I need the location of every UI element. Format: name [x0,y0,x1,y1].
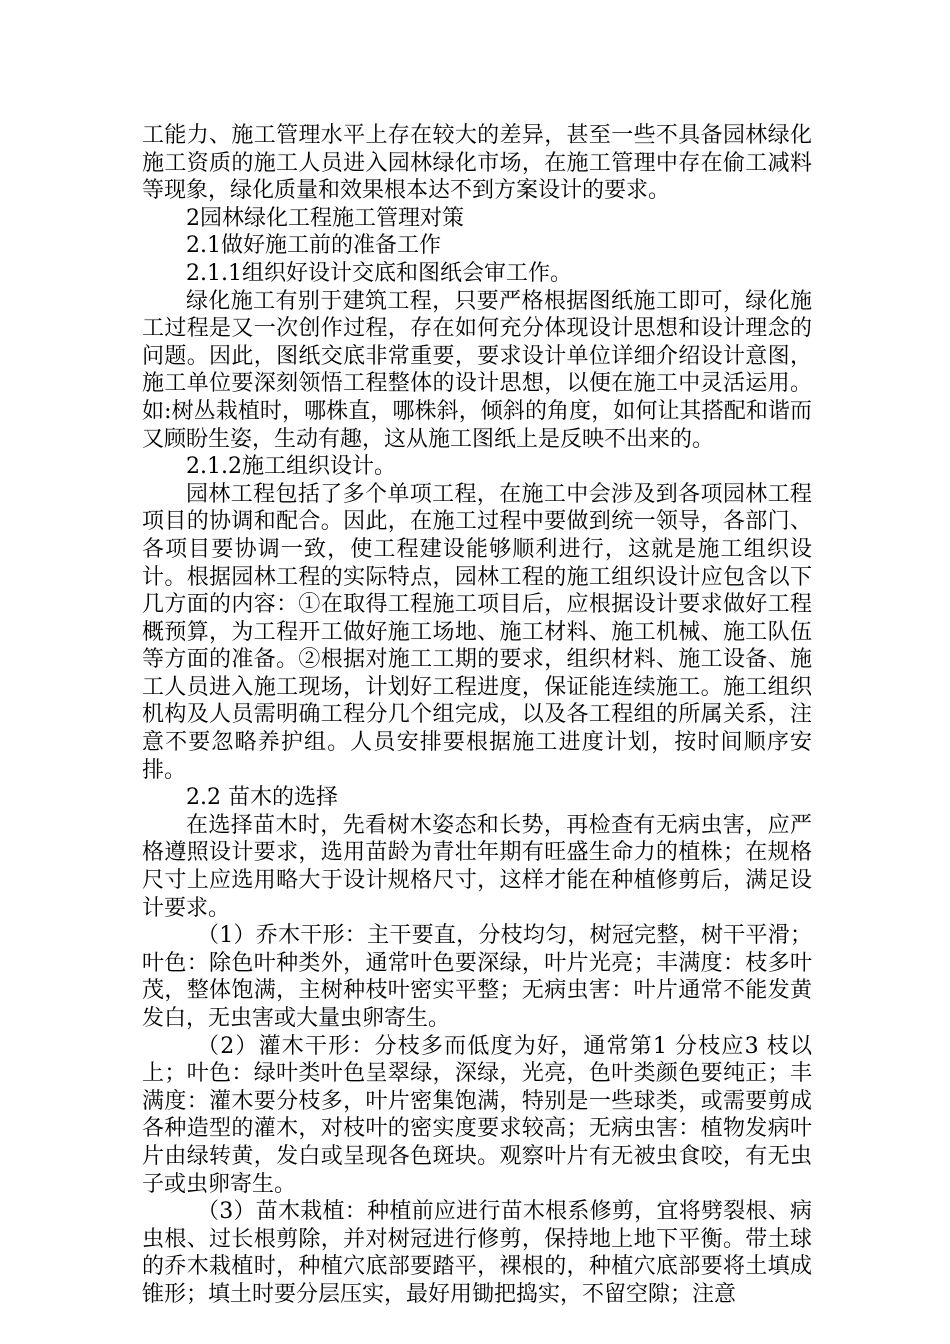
section-heading: 2园林绿化工程施工管理对策 [186,205,464,231]
list-item-paragraph: （1）乔木干形：主干要直，分枝均匀，树冠完整，树干平滑；叶色：除色叶种类外，通常叶色要深绿，叶片光亮；丰满度：枝多叶茂，整体饱满，主树种枝叶密实平整；无病虫害：叶片通常不能发黄发白，无虫害或大量虫卵寄生。 [142,923,812,1031]
subsubsection-heading: 2.1.2施工组织设计。 [186,454,396,480]
paragraph: 在选择苗木时，先看树木姿态和长势，再检查有无病虫害，应严格遵照设计要求，选用苗龄为青壮年期有旺盛生命力的植株；在规格尺寸上应选用略大于设计规格尺寸，这样才能在种植修剪后，满足设计要求。 [142,812,812,921]
subsubsection-heading: 2.1.1组织好设计交底和图纸会审工作。 [186,260,572,286]
subsection-heading: 2.2 苗木的选择 [186,785,338,811]
paragraph: 绿化施工有别于建筑工程，只要严格根据图纸施工即可，绿化施工过程是又一次创作过程，存在如何充分体现设计思想和设计理念的问题。因此，图纸交底非常重要，要求设计单位详细介绍设计意图，施工单位要深刻领悟工程整体的设计思想，以便在施工中灵活运用。如:树丛栽植时，哪株直，哪株斜，倾斜的角度，如何让其搭配和谐而又顾盼生姿，生动有趣，这从施工图纸上是反映不出来的。 [142,288,812,452]
list-item-paragraph: （3）苗木栽植：种植前应进行苗木根系修剪，宜将劈裂根、病虫根、过长根剪除，并对树冠进行修剪，保持地上地下平衡。带土球的乔木栽植时，种植穴底部要踏平，裸根的，种植穴底部要将土填成锥形；填土时要分层压实，最好用锄把捣实，不留空隙；注意 [142,1199,812,1307]
paragraph-continuation: 工能力、施工管理水平上存在较大的差异，甚至一些不具备园林绿化施工资质的施工人员进入园林绿化市场，在施工管理中存在偷工减料等现象，绿化质量和效果根本达不到方案设计的要求。 [142,123,812,204]
document-body [142,122,812,1309]
subsection-heading: 2.1做好施工前的准备工作 [186,233,441,259]
paragraph: 园林工程包括了多个单项工程，在施工中会涉及到各项园林工程项目的协调和配合。因此，在施工过程中要做到统一领导，各部门、各项目要协调一致，使工程建设能够顺利进行，这就是施工组织设计。根据园林工程的实际特点，园林工程的施工组织设计应包含以下几方面的内容：①在取得工程施工项目后，应根据设计要求做好工程概预算，为工程开工做好施工场地、施工材料、施工机械、施工队伍等方面的准备。②根据对施工工期的要求，组织材料、施工设备、施工人员进入施工现场，计划好工程进度，保证能连续施工。施工组织机构及人员需明确工程分几个组完成，以及各工程组的所属关系，注意不要忽略养护组。人员安排要根据施工进度计划，按时间顺序安排。 [142,481,812,783]
list-item-paragraph: （2）灌木干形：分枝多而低度为好，通常第1 分枝应3 枝以上；叶色：绿叶类叶色呈翠绿，深绿，光亮，色叶类颜色要纯正；丰满度：灌木要分枝多，叶片密集饱满，特别是一些球类，或需要剪成各种造型的灌木，对枝叶的密实度要求较高；无病虫害：植物发病叶片由绿转黄，发白或呈现各色斑块。观察叶片有无被虫食咬，有无虫子或虫卵寄生。 [142,1033,812,1197]
